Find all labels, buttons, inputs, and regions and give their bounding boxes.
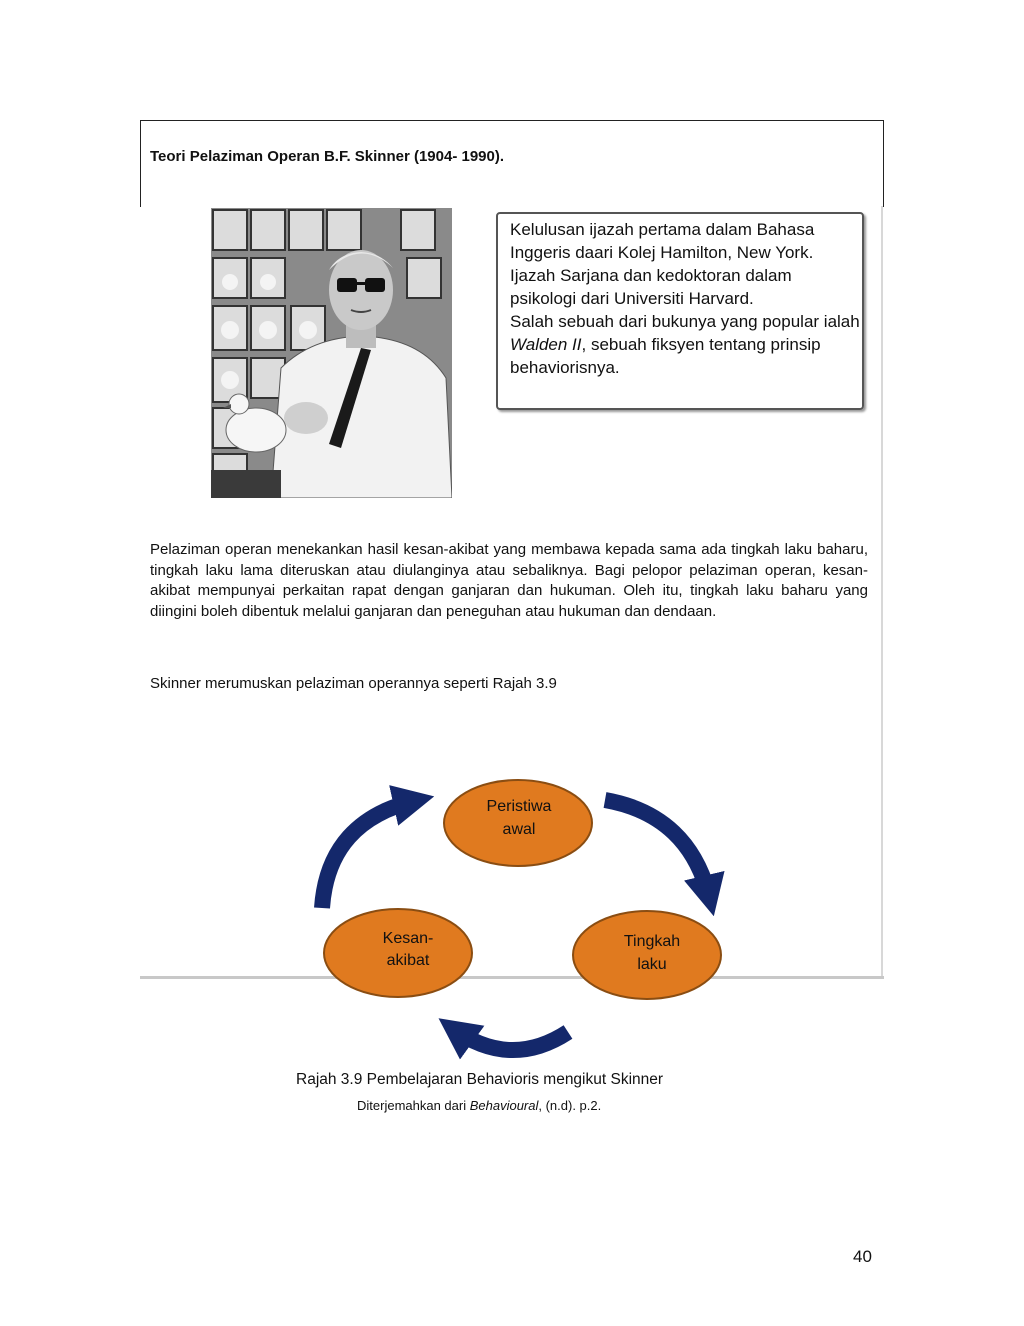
bio-book: Salah sebuah dari bukunya yang popular ialah Walden II, sebuah fiksyen tentang prinsip behaviorisnya. [510,312,860,377]
operant-conditioning-diagram [300,770,740,1065]
body-paragraph-2: Skinner merumuskan pelaziman operannya seperti Rajah 3.9 [150,675,557,692]
label-awal: awal [502,821,536,838]
skinner-photo [211,208,452,498]
arrow-right-to-left [452,1028,568,1050]
page-number: 40 [853,1247,872,1266]
label-kesan: Kesan- [382,930,434,947]
figure-credit: Diterjemahkan dari Behavioural, (n.d). p.2. [357,1098,602,1113]
label-laku: laku [637,956,667,973]
label-peristiwa: Peristiwa [486,798,552,815]
bio-education-1: Kelulusan ijazah pertama dalam Bahasa Inggeris daari Kolej Hamilton, New York. [510,220,815,262]
figure-caption: Rajah 3.9 Pembelajaran Behavioris mengikut Skinner [296,1071,664,1088]
arrow-top-to-right [605,800,710,900]
node-tingkah-laku [573,911,721,999]
label-tingkah: Tingkah [623,933,681,950]
label-akibat: akibat [386,952,430,969]
book-title: Walden II [510,335,582,354]
box-frame-right [881,206,883,978]
credit-source-title: Behavioural [469,1098,539,1113]
arrow-left-to-top [322,800,418,908]
biography-box [496,212,864,410]
body-paragraph: Pelaziman operan menekankan hasil kesan-akibat yang membawa kepada sama ada tingkah laku baharu, tingkah laku lama diteruskan atau diulanginya atau sebaliknya. Bagi pelopor pelaziman operan, kesan-akibat mempunyai perkaitan rapat dengan ganjaran dan hukuman. Oleh itu, tingkah laku baharu yang diingini boleh dibentuk melalui ganjaran dan peneguhan atau hukuman dan dendaan. [150,541,868,620]
section-heading: Teori Pelaziman Operan B.F. Skinner (1904- 1990). [150,148,505,165]
bio-education-2: Ijazah Sarjana dan kedoktoran dalam psikologi dari Universiti Harvard. [510,266,792,308]
